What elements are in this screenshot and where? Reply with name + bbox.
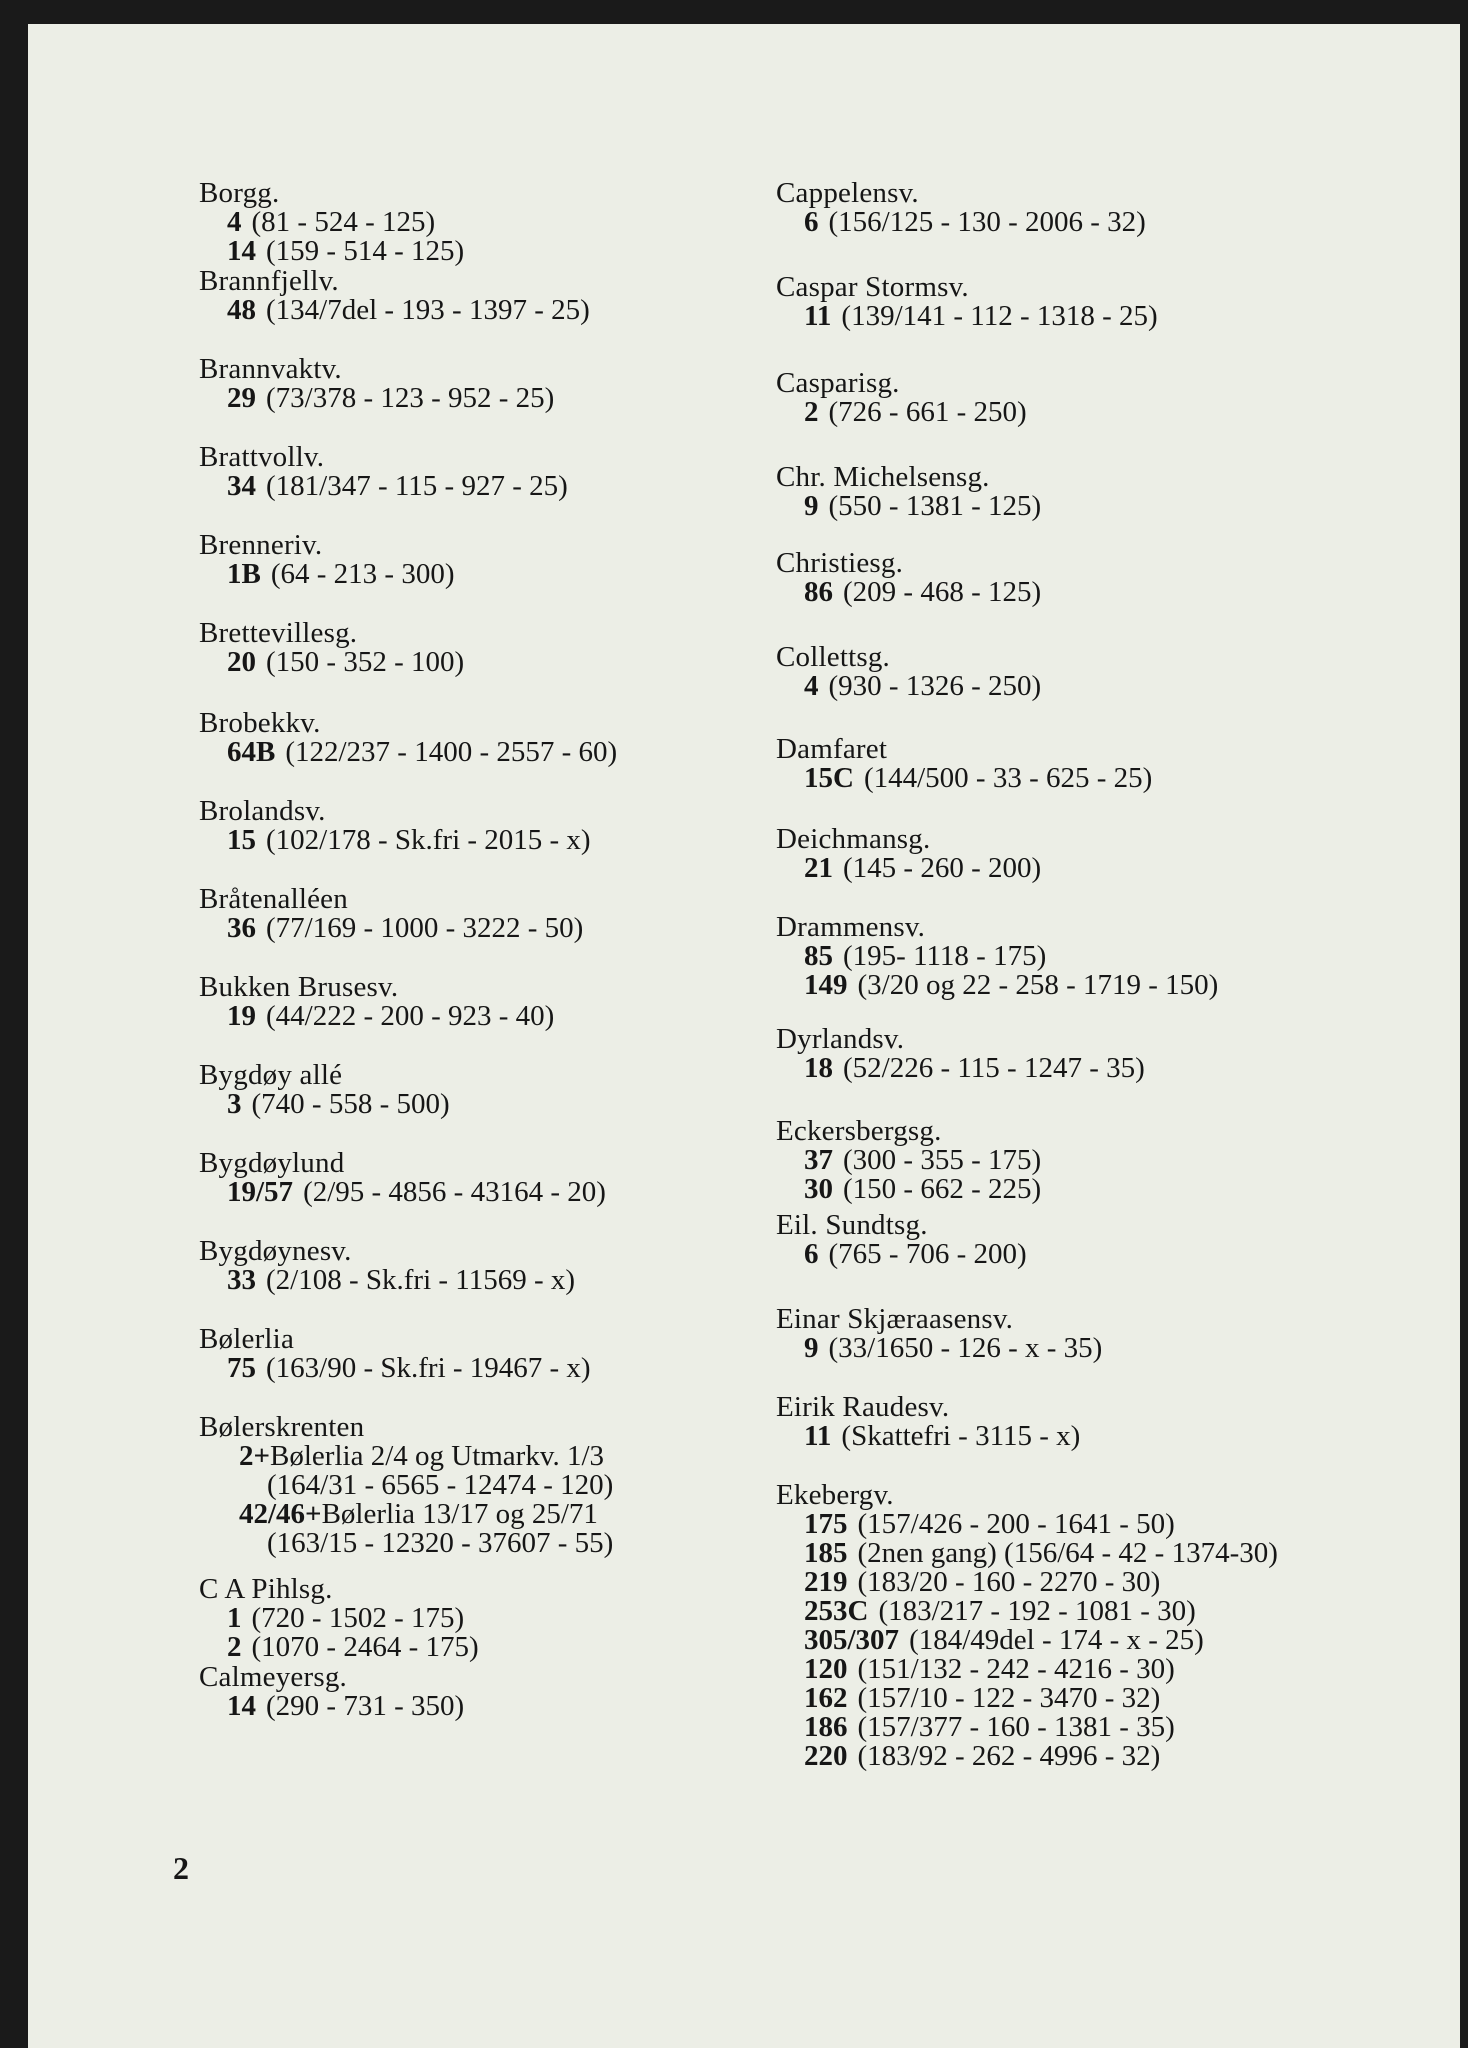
- house-number: 1B: [227, 558, 261, 590]
- street-entry: [776, 1305, 1102, 1363]
- house-number-line: [199, 560, 454, 589]
- house-number: 3: [227, 1088, 242, 1120]
- street-entry: [199, 1237, 575, 1295]
- street-name: Borgg.: [199, 177, 280, 209]
- property-values-continued: (164/31 - 6565 - 12474 - 120): [267, 1469, 614, 1501]
- house-number: 305/307: [804, 1624, 900, 1656]
- property-values: Bølerlia 13/17 og 25/71: [321, 1498, 598, 1530]
- house-number: 48: [227, 294, 256, 326]
- street-name: Casparisg.: [776, 367, 900, 399]
- house-number-line: [776, 1597, 1278, 1626]
- house-number: 29: [227, 382, 256, 414]
- street-name: Brannvaktv.: [199, 353, 342, 385]
- street-entry: [776, 1117, 1041, 1204]
- property-values: (2nen gang) (156/64 - 42 - 1374-30): [857, 1537, 1278, 1569]
- property-values: (144/500 - 33 - 625 - 25): [863, 762, 1153, 794]
- street-entry: [199, 1149, 606, 1207]
- street-name: Dyrlandsv.: [776, 1023, 905, 1055]
- house-number: 86: [804, 576, 833, 608]
- street-name: Ekebergv.: [776, 1479, 894, 1511]
- street-entry: [776, 735, 1152, 793]
- property-values: (102/178 - Sk.fri - 2015 - x): [266, 824, 591, 856]
- property-values: (195- 1118 - 175): [843, 940, 1047, 972]
- page-number: 2: [173, 1850, 189, 1886]
- street-entry: [199, 1413, 613, 1558]
- property-values: (163/90 - Sk.fri - 19467 - x): [266, 1352, 591, 1384]
- property-values: (2/95 - 4856 - 43164 - 20): [303, 1176, 606, 1208]
- property-values: (156/125 - 130 - 2006 - 32): [828, 206, 1146, 238]
- house-number: 162: [804, 1682, 848, 1714]
- house-number-line: [776, 942, 1218, 971]
- house-number: 2: [804, 396, 819, 428]
- street-name: Deichmansg.: [776, 823, 931, 855]
- street-entry: [776, 273, 1158, 331]
- house-number-line: [776, 1240, 1027, 1269]
- house-number-line: [776, 672, 1041, 701]
- property-values-continued: (163/15 - 12320 - 37607 - 55): [267, 1527, 614, 1559]
- property-values: (290 - 731 - 350): [266, 1690, 465, 1722]
- house-number-line: [776, 578, 1041, 607]
- property-values: (1070 - 2464 - 175): [251, 1631, 479, 1663]
- house-number: 6: [804, 206, 819, 238]
- street-entry: [199, 1325, 591, 1383]
- house-number-line: [199, 1002, 554, 1031]
- street-name: Eckersbergsg.: [776, 1115, 942, 1147]
- property-values: Bølerlia 2/4 og Utmarkv. 1/3: [270, 1440, 605, 1472]
- house-number: 4: [227, 206, 242, 238]
- house-number-line: [199, 237, 464, 266]
- house-number: 64B: [227, 736, 276, 768]
- house-number-line: [199, 1633, 479, 1662]
- house-number: 20: [227, 646, 256, 678]
- house-number-line: [776, 208, 1146, 237]
- street-name: Brannfjellv.: [199, 265, 339, 297]
- house-number: 15: [227, 824, 256, 856]
- property-values: (33/1650 - 126 - x - 35): [828, 1332, 1103, 1364]
- scanned-page: [28, 24, 1460, 2048]
- street-name: Eil. Sundtsg.: [776, 1209, 928, 1241]
- house-number-line: [776, 1054, 1145, 1083]
- house-number-line: [776, 1146, 1041, 1175]
- house-number-line: [199, 1500, 613, 1529]
- street-name: Bukken Brusesv.: [199, 971, 399, 1003]
- property-values: (77/169 - 1000 - 3222 - 50): [266, 912, 584, 944]
- property-values: (2/108 - Sk.fri - 11569 - x): [266, 1264, 576, 1296]
- house-number-line: [776, 971, 1218, 1000]
- house-number-line: [199, 914, 583, 943]
- house-number-line: [776, 1422, 1080, 1451]
- house-number: 1: [227, 1602, 242, 1634]
- property-values: (3/20 og 22 - 258 - 1719 - 150): [857, 969, 1219, 1001]
- property-values: (726 - 661 - 250): [828, 396, 1027, 428]
- street-name: Collettsg.: [776, 641, 890, 673]
- house-number: 75: [227, 1352, 256, 1384]
- street-entry: [776, 549, 1041, 607]
- street-entry: [776, 463, 1041, 521]
- street-name: Calmeyersg.: [199, 1661, 347, 1693]
- house-number-line: [199, 1266, 575, 1295]
- house-number-line: [776, 1175, 1041, 1204]
- house-number: 85: [804, 940, 833, 972]
- street-entry: [199, 355, 554, 413]
- house-number: 19: [227, 1000, 256, 1032]
- street-entry: [199, 619, 464, 677]
- street-entry: [199, 267, 590, 325]
- house-number-line: [199, 208, 464, 237]
- house-number-line: [199, 1604, 479, 1633]
- house-number-line: [776, 764, 1152, 793]
- house-number: 185: [804, 1537, 848, 1569]
- property-values: (150 - 352 - 100): [266, 646, 465, 678]
- property-values: (52/226 - 115 - 1247 - 35): [843, 1052, 1145, 1084]
- house-number: 42/46+: [239, 1498, 322, 1530]
- house-number: 19/57: [227, 1176, 294, 1208]
- street-entry: [199, 1575, 479, 1662]
- property-values: (184/49del - 174 - x - 25): [909, 1624, 1204, 1656]
- house-number: 2: [227, 1631, 242, 1663]
- property-values: (73/378 - 123 - 952 - 25): [266, 382, 555, 414]
- house-number-line: [776, 1539, 1278, 1568]
- house-number-line: [776, 1334, 1102, 1363]
- house-number: 15C: [804, 762, 854, 794]
- property-values: (159 - 514 - 125): [266, 235, 465, 267]
- street-entry: [199, 531, 454, 589]
- street-entry: [776, 643, 1041, 701]
- street-name: Brenneriv.: [199, 529, 323, 561]
- house-number-line: [776, 1655, 1278, 1684]
- street-name: Eirik Raudesv.: [776, 1391, 950, 1423]
- street-name: Brettevillesg.: [199, 617, 358, 649]
- house-number: 219: [804, 1566, 848, 1598]
- house-number: 2+: [239, 1440, 271, 1472]
- house-number: 175: [804, 1508, 848, 1540]
- property-values: (720 - 1502 - 175): [251, 1602, 465, 1634]
- property-values: (122/237 - 1400 - 2557 - 60): [285, 736, 618, 768]
- street-name: Bølerlia: [199, 1323, 295, 1355]
- house-number: 37: [804, 1144, 833, 1176]
- street-name: Bygdøynesv.: [199, 1235, 352, 1267]
- street-entry: [776, 1025, 1145, 1083]
- street-name: C A Pihlsg.: [199, 1573, 333, 1605]
- house-number: 149: [804, 969, 848, 1001]
- house-number: 9: [804, 1332, 819, 1364]
- street-entry: [776, 1393, 1080, 1451]
- street-entry: [199, 179, 464, 266]
- house-number-line: [776, 492, 1041, 521]
- house-number: 186: [804, 1711, 848, 1743]
- property-values: (64 - 213 - 300): [270, 558, 455, 590]
- property-values: (151/132 - 242 - 4216 - 30): [857, 1653, 1175, 1685]
- property-values: (765 - 706 - 200): [828, 1238, 1027, 1270]
- house-number-line: [199, 1178, 606, 1207]
- street-entry: [199, 443, 568, 501]
- property-values: (183/92 - 262 - 4996 - 32): [857, 1740, 1161, 1772]
- property-values: (44/222 - 200 - 923 - 40): [266, 1000, 555, 1032]
- street-name: Brolandsv.: [199, 795, 326, 827]
- street-entry: [199, 1663, 464, 1721]
- property-values: (181/347 - 115 - 927 - 25): [266, 470, 568, 502]
- house-number: 30: [804, 1173, 833, 1205]
- house-number: 253C: [804, 1595, 869, 1627]
- house-number-line: [199, 472, 568, 501]
- property-values: (81 - 524 - 125): [251, 206, 436, 238]
- street-name: Cappelensv.: [776, 177, 919, 209]
- street-entry: [199, 885, 583, 943]
- street-name: Brattvollv.: [199, 441, 325, 473]
- property-values: (157/426 - 200 - 1641 - 50): [857, 1508, 1175, 1540]
- street-entry: [776, 825, 1041, 883]
- street-name: Bråtenalléen: [199, 883, 348, 915]
- street-name: Damfaret: [776, 733, 888, 765]
- property-values: (930 - 1326 - 250): [828, 670, 1042, 702]
- house-number: 4: [804, 670, 819, 702]
- house-number-line: [199, 648, 464, 677]
- house-number-line: [776, 1510, 1278, 1539]
- property-values: (183/217 - 192 - 1081 - 30): [878, 1595, 1196, 1627]
- property-values: (139/141 - 112 - 1318 - 25): [841, 300, 1158, 332]
- house-number: 11: [804, 300, 832, 332]
- house-number: 6: [804, 1238, 819, 1270]
- property-values: (183/20 - 160 - 2270 - 30): [857, 1566, 1161, 1598]
- property-values: (550 - 1381 - 125): [828, 490, 1042, 522]
- house-number-line: [776, 1742, 1278, 1771]
- house-number: 11: [804, 1420, 832, 1452]
- street-name: Drammensv.: [776, 911, 926, 943]
- street-entry: [776, 1211, 1027, 1269]
- property-values: (300 - 355 - 175): [843, 1144, 1042, 1176]
- street-name: Bygdøy allé: [199, 1059, 343, 1091]
- street-name: Bygdøylund: [199, 1147, 345, 1179]
- property-values: (157/10 - 122 - 3470 - 32): [857, 1682, 1161, 1714]
- house-number-line: [776, 1626, 1278, 1655]
- property-values: (209 - 468 - 125): [843, 576, 1042, 608]
- street-entry: [776, 369, 1027, 427]
- street-name: Caspar Stormsv.: [776, 271, 969, 303]
- house-number-line: [199, 1692, 464, 1721]
- house-number-line: [199, 1090, 450, 1119]
- house-number-line: [199, 738, 617, 767]
- street-entry: [776, 179, 1146, 237]
- house-number: 18: [804, 1052, 833, 1084]
- house-number-line: [199, 384, 554, 413]
- street-name: Einar Skjæraasensv.: [776, 1303, 1014, 1335]
- house-number-line: [776, 1713, 1278, 1742]
- house-number-line: [199, 1442, 613, 1471]
- house-number-line: [776, 302, 1158, 331]
- house-number: 34: [227, 470, 256, 502]
- house-number-line: [776, 1684, 1278, 1713]
- house-number: 36: [227, 912, 256, 944]
- house-number-line: [199, 1354, 591, 1383]
- house-number: 14: [227, 235, 256, 267]
- house-number: 120: [804, 1653, 848, 1685]
- house-number: 9: [804, 490, 819, 522]
- street-entry: [199, 1061, 450, 1119]
- house-number: 33: [227, 1264, 256, 1296]
- street-entry: [199, 709, 617, 767]
- house-number: 14: [227, 1690, 256, 1722]
- property-values: (740 - 558 - 500): [251, 1088, 450, 1120]
- house-number: 21: [804, 852, 833, 884]
- house-number: 220: [804, 1740, 848, 1772]
- property-values: (134/7del - 193 - 1397 - 25): [266, 294, 590, 326]
- house-number-line: [199, 296, 590, 325]
- street-name: Bølerskrenten: [199, 1411, 365, 1443]
- property-values: (150 - 662 - 225): [843, 1173, 1042, 1205]
- street-entry: [199, 797, 591, 855]
- house-number-line: [776, 854, 1041, 883]
- street-entry: [776, 1481, 1278, 1771]
- street-name: Chr. Michelsensg.: [776, 461, 990, 493]
- street-entry: [776, 913, 1218, 1000]
- house-number-line: [776, 1568, 1278, 1597]
- street-name: Brobekkv.: [199, 707, 321, 739]
- street-entry: [199, 973, 554, 1031]
- house-number-line: [776, 398, 1027, 427]
- property-values: (157/377 - 160 - 1381 - 35): [857, 1711, 1175, 1743]
- street-name: Christiesg.: [776, 547, 904, 579]
- house-number-line: [199, 826, 591, 855]
- property-values: (145 - 260 - 200): [843, 852, 1042, 884]
- property-values: (Skattefri - 3115 - x): [841, 1420, 1081, 1452]
